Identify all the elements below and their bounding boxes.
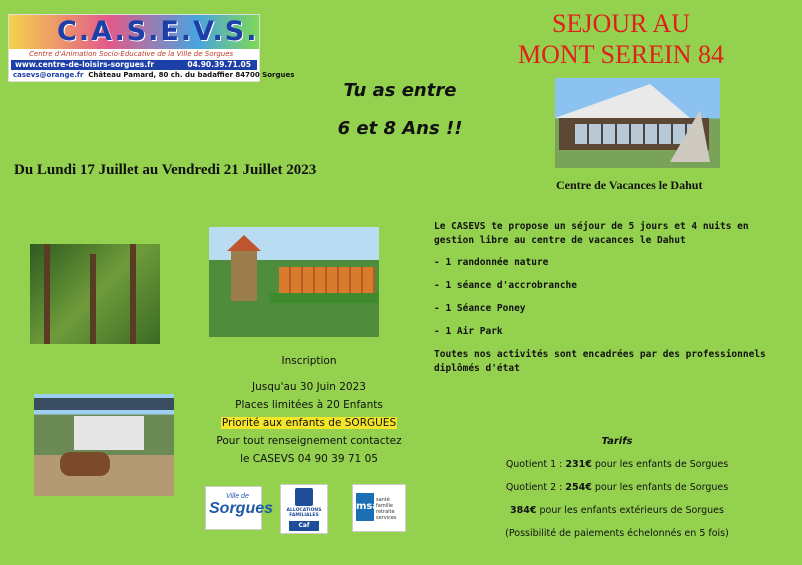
sorgues-logo-small-text: Ville de [226,493,249,500]
tarif-ext-suffix: pour les enfants extérieurs de Sorgues [536,505,724,516]
caf-emblem-icon [295,488,313,506]
msa-logo [352,484,406,532]
title-line-2: MONT SEREIN 84 [517,40,725,69]
tree-trunk [44,244,50,344]
activity-item: - 1 randonnée nature [434,257,549,268]
logo-address: Château Pamard, 80 ch. du badaffier 84700 Sorgues [88,71,295,79]
tarif-q2-price: 254€ [565,482,592,493]
tarifs-title: Tarifs [601,436,633,447]
stay-dates: Du Lundi 17 Juillet au Vendredi 21 Juillet 2023 [14,162,317,178]
logo-phone: 04.90.39.71.05 [187,60,251,69]
tarif-q1-suffix: pour les enfants de Sorgues [591,459,729,470]
sorgues-logo-text: Sorgues [209,500,274,517]
photo-stone-pillar [670,110,710,162]
stable-roof [34,398,174,410]
title-line-1: SEJOUR AU [552,9,690,38]
logo-email: casevs@orange.fr [13,71,84,79]
activity-item: - 1 Séance Poney [434,303,526,314]
sorgues-logo [205,486,274,530]
centre-caption: Centre de Vacances le Dahut [556,178,703,192]
tarif-exterieur [432,499,802,522]
contact-line-2: le CASEVS 04 90 39 71 05 [240,453,378,465]
stable-building [74,416,144,450]
logo-tagline: Centre d'Animation Socio-Educative de la Ville de Sorgues [29,50,234,58]
pony [60,452,110,476]
program-note: Toutes nos activités sont encadrées par des professionnels diplômés d'état [434,349,766,374]
logo-address-line [13,71,294,79]
contact-line-1: Pour tout renseignement contactez [216,435,402,447]
caf-logo-text: ALLOCATIONS FAMILIALES [286,508,322,518]
play-structures [279,267,375,293]
tarif-quotient-1 [432,453,802,476]
tarifs-note: (Possibilité de paiements échelonnés en 5 fois) [505,528,729,539]
tarif-q1-label: Quotient 1 : [505,459,566,470]
tarif-q2-label: Quotient 2 : [505,482,566,493]
tagline-line-1: Tu as entre [343,80,457,101]
msa-logo-text: santé famille retraite services [376,497,397,521]
inscription-block [209,352,409,468]
play-tower [231,249,257,301]
activity-item: - 1 Air Park [434,326,503,337]
inscription-deadline: Jusqu'au 30 Juin 2023 [252,381,366,393]
msa-logo-mark: msa [356,493,374,521]
tagline-line-2: 6 et 8 Ans !! [337,118,463,139]
activity-item: - 1 séance d'accrobranche [434,280,577,291]
forest-photo [30,244,160,344]
pony-photo [34,394,174,496]
program-intro: Le CASEVS te propose un séjour de 5 jours et 4 nuits en gestion libre au centre de vacances le Dahut [434,221,749,246]
tarif-q2-suffix: pour les enfants de Sorgues [591,482,729,493]
tarif-ext-price: 384€ [510,505,537,516]
priority-highlight: Priorité aux enfants de SORGUES [221,417,397,429]
caf-logo-label: Caf [289,521,319,531]
tarifs-block [432,430,802,545]
logo-brand-banner [9,15,259,49]
logo-brand-text: C.A.S.E.V.S. [57,16,259,47]
tarif-quotient-2 [432,476,802,499]
tarif-q1-price: 231€ [565,459,592,470]
logo-contact-bar [11,60,257,70]
page-title [510,8,732,70]
airpark-photo [209,227,379,337]
centre-photo [555,78,720,168]
program-block [434,220,786,376]
play-ground [269,293,379,303]
age-tagline [330,72,470,148]
caf-logo [280,484,328,534]
tree-trunk [90,254,96,344]
logo-website: www.centre-de-loisirs-sorgues.fr [15,60,155,69]
casevs-logo [8,14,295,82]
tree-trunk [130,244,136,344]
inscription-places: Places limitées à 20 Enfants [235,399,383,411]
inscription-title: Inscription [281,355,337,367]
